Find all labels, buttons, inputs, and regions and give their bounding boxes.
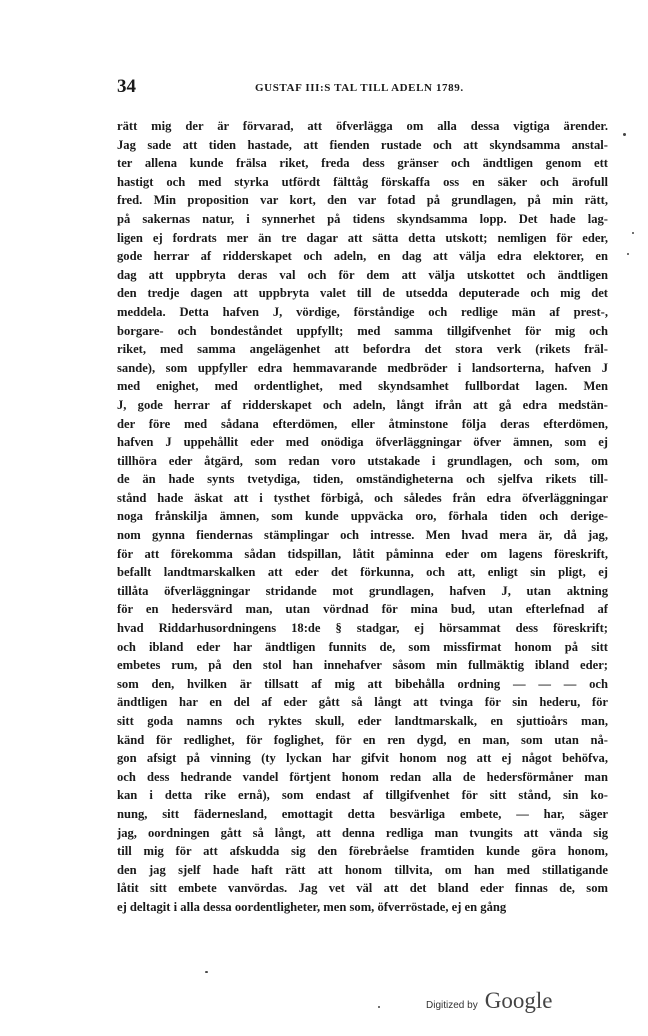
text-line: ter allena kunde frälsa riket, freda dess gränser och ändtligen genom ett (117, 156, 608, 171)
text-line: gode herrar af ridderskapet och adeln, en dag att välja edra elektorer, en (117, 249, 608, 264)
text-line: Jag sade att tiden hastade, att fienden rustade och att skyndsamma anstal- (117, 137, 608, 152)
text-line: känd för redlighet, för foglighet, för en ren dygd, en man, som utan nå- (117, 732, 608, 747)
text-line: kan i detta rike ernå), som endast af tillgifvenhet för sitt stånd, sin ko- (117, 788, 608, 803)
digitized-label: Digitized by (426, 1000, 478, 1011)
text-line: de än hade synts tvetydiga, tiden, omständigheterna och sjelfva rikets till- (117, 472, 608, 487)
text-line: nung, sitt fädernesland, emottagit detta besvärliga embete, — har, säger (117, 806, 608, 821)
text-line: sitt goda namns och ryktes skull, eder landtmarskalk, en sjuttioårs man, (117, 714, 608, 728)
text-line: stånd hade äskat att i tysthet förbigå, och således från edra öfverläggningar (117, 490, 608, 505)
text-line: hafven J uppehållit eder med onödiga öfverläggningar öfver ämnen, som ej (117, 435, 608, 450)
speck-mark (623, 133, 626, 136)
text-line: på sakernas natur, i synnerhet på tidens skyndsamma lopp. Det hade lag- (117, 211, 608, 226)
text-line: ligen ej fordrats mer än tre dagar att sätta detta utskott; nemligen för eder, (117, 230, 608, 245)
text-line: för att förekomma sådan tidspillan, låtit påminna eder om lagens föreskrift, (117, 546, 608, 561)
text-line: riket, med samma angelägenhet att befordra det stora verk (rikets fräl- (117, 342, 608, 357)
page-number: 34 (117, 76, 136, 97)
text-line: den tredje dagen att uppbryta valet till de utsedda deputerade och mig det (117, 286, 608, 301)
text-line: fred. Min proposition var kort, den var fotad på grundlagen, på min rätt, (117, 193, 608, 208)
speck-mark (205, 971, 208, 973)
text-line: befallt landtmarskalken att eder det förkunna, och att, enligt sin pligt, ej (117, 565, 608, 580)
text-line: noga frånskilja ämnen, som kunde uppväcka oro, förhala tiden och derige- (117, 509, 608, 524)
text-line: ej deltagit i alla dessa oordentligheter, men som, öfverröstade, ej en gång (117, 899, 507, 914)
digitized-by-google-watermark (426, 988, 553, 1020)
speck-mark (627, 253, 629, 255)
text-line: der före med sådana efterdömen, eller åtminstone följa deras efterdömen, (117, 416, 608, 431)
text-line: gon afsigt på vinning (ty lyckan har gifvit honom nog att ej något behöfva, (117, 751, 608, 766)
text-line: nom gynna fiendernas stämplingar och intresse. Men hvad mera är, då jag, (117, 528, 608, 543)
text-line: och ibland eder har ändtligen funnits de, som missfirmat honom på sitt (117, 639, 608, 654)
text-line: som den, hvilken är tillsatt af mig att bibehålla ordning — — — och (117, 676, 608, 691)
speck-mark (632, 232, 634, 234)
running-title: GUSTAF III:S TAL TILL ADELN 1789. (255, 82, 464, 94)
text-line: med enighet, med ordentlighet, med skyndsamhet fullbordat lagen. Men (117, 379, 608, 394)
google-logo: Google (484, 988, 553, 1013)
text-line: sande), som uppfyller edra hemmavarande medbröder i landsorterna, hafven J (117, 360, 608, 375)
text-line: låtit sitt embete vanvördas. Jag vet väl att det bland eder finnas de, som (117, 881, 608, 896)
text-line: till mig för att afskudda sig den förebråelse framtiden kunde göra honom, (117, 844, 608, 859)
text-line: hastigt och med styrka utfördt fälttåg förskaffa oss en säker och ärofull (117, 174, 608, 189)
text-line: hvad Riddarhusordningens 18:de § stadgar, ej hörsammat dess föreskrift; (117, 621, 608, 636)
text-line: embetes rum, på den stol han innehafver såsom min fullmäktig ibland eder; (117, 658, 608, 673)
text-line: ändtligen har en del af eder gått så långt att tvinga för sin hederu, för (117, 695, 608, 710)
text-line: den jag sjelf hade haft rätt att honom tillvita, om han med stillatigande (117, 862, 608, 877)
text-line: meddela. Detta hafven J, vördige, förståndige och redlige män af prest-, (117, 304, 608, 319)
text-line: tillåta öfverläggningar stridande mot grundlagen, hafven J, utan aktning (117, 583, 608, 598)
text-line: dag att uppbryta deras val och för dem att välja utskottet och ändtligen (117, 267, 608, 282)
page-header (117, 74, 605, 102)
text-line: och dess hedrande vandel förtjent honom redan alla de hedersförmåner man (117, 769, 608, 784)
text-line: J, gode herrar af ridderskapet och adeln, långt ifrån att gå edra medstän- (117, 397, 608, 412)
text-line: för en hedersvärd man, utan vördnad för mina bud, utan efterlefnad af (117, 602, 608, 617)
text-line: borgare- och bondeståndet uppfyllt; med samma tillgifvenhet för mig och (117, 323, 608, 338)
speck-mark (378, 1006, 380, 1008)
text-line: rätt mig der är förvarad, att öfverlägga om alla dessa vigtiga ärender. (117, 119, 608, 133)
text-line: jag, oordningen gått så långt, att denna redliga man tvungits att vända sig (117, 825, 608, 840)
text-line: tillhöra eder åtgärd, som redan voro utstakade i grundlagen, och som, om (117, 453, 608, 468)
body-text (117, 117, 608, 917)
